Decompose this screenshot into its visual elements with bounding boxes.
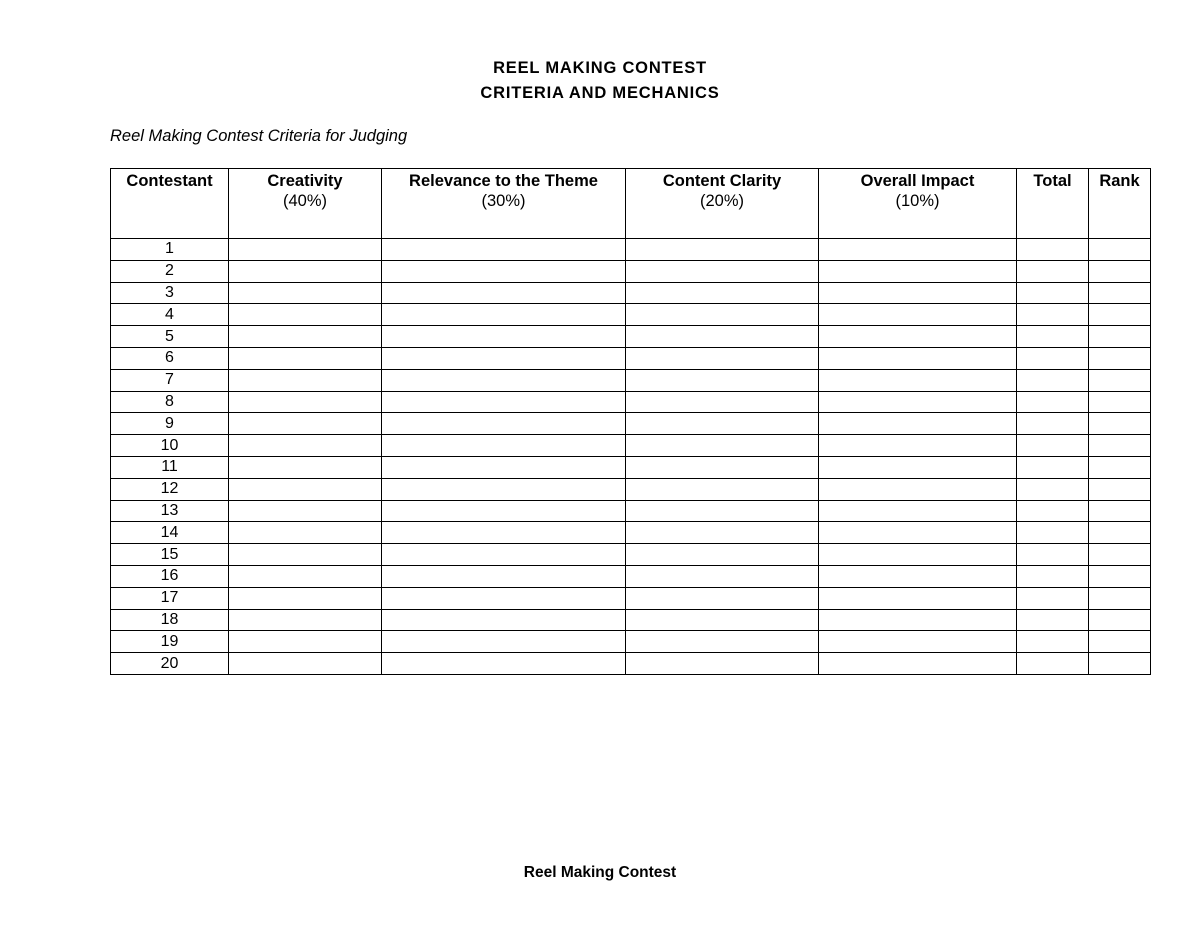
creativity-score-cell bbox=[229, 304, 382, 326]
rank-cell bbox=[1089, 347, 1151, 369]
total-score-cell bbox=[1017, 413, 1089, 435]
rank-cell bbox=[1089, 631, 1151, 653]
rank-cell bbox=[1089, 435, 1151, 457]
relevance-score-cell bbox=[382, 326, 626, 348]
total-score-cell bbox=[1017, 282, 1089, 304]
overall-impact-score-cell bbox=[819, 369, 1017, 391]
creativity-score-cell bbox=[229, 391, 382, 413]
total-score-cell bbox=[1017, 239, 1089, 261]
overall-impact-score-cell bbox=[819, 500, 1017, 522]
contestant-number: 6 bbox=[111, 347, 229, 369]
contestant-number: 12 bbox=[111, 478, 229, 500]
content-clarity-score-cell bbox=[626, 587, 819, 609]
contestant-number: 19 bbox=[111, 631, 229, 653]
contestant-number: 17 bbox=[111, 587, 229, 609]
creativity-score-cell bbox=[229, 413, 382, 435]
rank-cell bbox=[1089, 413, 1151, 435]
total-score-cell bbox=[1017, 609, 1089, 631]
content-clarity-score-cell bbox=[626, 239, 819, 261]
header-weight: (10%) bbox=[895, 192, 940, 210]
relevance-score-cell bbox=[382, 369, 626, 391]
table-row bbox=[111, 260, 1151, 282]
header-weight: (30%) bbox=[481, 192, 526, 210]
header-overall-impact bbox=[819, 169, 1017, 239]
overall-impact-score-cell bbox=[819, 587, 1017, 609]
relevance-score-cell bbox=[382, 391, 626, 413]
creativity-score-cell bbox=[229, 239, 382, 261]
header-label: Overall Impact bbox=[860, 172, 975, 190]
contestant-number: 5 bbox=[111, 326, 229, 348]
creativity-score-cell bbox=[229, 544, 382, 566]
overall-impact-score-cell bbox=[819, 631, 1017, 653]
total-score-cell bbox=[1017, 544, 1089, 566]
overall-impact-score-cell bbox=[819, 282, 1017, 304]
contestant-number: 15 bbox=[111, 544, 229, 566]
total-score-cell bbox=[1017, 478, 1089, 500]
rank-cell bbox=[1089, 478, 1151, 500]
content-clarity-score-cell bbox=[626, 347, 819, 369]
creativity-score-cell bbox=[229, 565, 382, 587]
content-clarity-score-cell bbox=[626, 544, 819, 566]
contestant-number: 2 bbox=[111, 260, 229, 282]
total-score-cell bbox=[1017, 587, 1089, 609]
header-weight: (20%) bbox=[699, 192, 744, 210]
table-row bbox=[111, 326, 1151, 348]
contestant-number: 8 bbox=[111, 391, 229, 413]
table-row bbox=[111, 653, 1151, 675]
content-clarity-score-cell bbox=[626, 391, 819, 413]
creativity-score-cell bbox=[229, 260, 382, 282]
total-score-cell bbox=[1017, 500, 1089, 522]
total-score-cell bbox=[1017, 369, 1089, 391]
total-score-cell bbox=[1017, 522, 1089, 544]
content-clarity-score-cell bbox=[626, 653, 819, 675]
content-clarity-score-cell bbox=[626, 631, 819, 653]
relevance-score-cell bbox=[382, 544, 626, 566]
table-header-row bbox=[111, 169, 1151, 239]
content-clarity-score-cell bbox=[626, 609, 819, 631]
creativity-score-cell bbox=[229, 456, 382, 478]
rank-cell bbox=[1089, 326, 1151, 348]
rank-cell bbox=[1089, 391, 1151, 413]
table-row bbox=[111, 587, 1151, 609]
rank-cell bbox=[1089, 282, 1151, 304]
contestant-number: 10 bbox=[111, 435, 229, 457]
header-total bbox=[1017, 169, 1089, 239]
header-label: Content Clarity bbox=[662, 172, 782, 190]
relevance-score-cell bbox=[382, 478, 626, 500]
rank-cell bbox=[1089, 239, 1151, 261]
overall-impact-score-cell bbox=[819, 456, 1017, 478]
relevance-score-cell bbox=[382, 500, 626, 522]
table-row bbox=[111, 609, 1151, 631]
rank-cell bbox=[1089, 565, 1151, 587]
header-relevance bbox=[382, 169, 626, 239]
contestant-number: 11 bbox=[111, 456, 229, 478]
contestant-number: 1 bbox=[111, 239, 229, 261]
relevance-score-cell bbox=[382, 304, 626, 326]
header-label: Rank bbox=[1099, 172, 1140, 190]
content-clarity-score-cell bbox=[626, 500, 819, 522]
total-score-cell bbox=[1017, 565, 1089, 587]
relevance-score-cell bbox=[382, 587, 626, 609]
relevance-score-cell bbox=[382, 565, 626, 587]
content-clarity-score-cell bbox=[626, 478, 819, 500]
overall-impact-score-cell bbox=[819, 304, 1017, 326]
document-title-line-1: REEL MAKING CONTEST bbox=[493, 59, 707, 77]
table-row bbox=[111, 500, 1151, 522]
creativity-score-cell bbox=[229, 522, 382, 544]
header-label: Total bbox=[1033, 172, 1072, 190]
rank-cell bbox=[1089, 609, 1151, 631]
section-subtitle: Reel Making Contest Criteria for Judging bbox=[110, 127, 408, 145]
table-row bbox=[111, 304, 1151, 326]
creativity-score-cell bbox=[229, 587, 382, 609]
contestant-number: 4 bbox=[111, 304, 229, 326]
table-row bbox=[111, 631, 1151, 653]
creativity-score-cell bbox=[229, 326, 382, 348]
header-creativity bbox=[229, 169, 382, 239]
header-label: Creativity bbox=[267, 172, 343, 190]
total-score-cell bbox=[1017, 631, 1089, 653]
overall-impact-score-cell bbox=[819, 544, 1017, 566]
header-weight: (40%) bbox=[282, 192, 327, 210]
page-footer: Reel Making Contest bbox=[523, 864, 677, 881]
creativity-score-cell bbox=[229, 347, 382, 369]
creativity-score-cell bbox=[229, 609, 382, 631]
rank-cell bbox=[1089, 653, 1151, 675]
rank-cell bbox=[1089, 369, 1151, 391]
table-row bbox=[111, 369, 1151, 391]
contestant-number: 13 bbox=[111, 500, 229, 522]
table-row bbox=[111, 413, 1151, 435]
creativity-score-cell bbox=[229, 653, 382, 675]
total-score-cell bbox=[1017, 456, 1089, 478]
creativity-score-cell bbox=[229, 500, 382, 522]
total-score-cell bbox=[1017, 260, 1089, 282]
creativity-score-cell bbox=[229, 369, 382, 391]
relevance-score-cell bbox=[382, 282, 626, 304]
overall-impact-score-cell bbox=[819, 565, 1017, 587]
table-body bbox=[111, 239, 1151, 675]
overall-impact-score-cell bbox=[819, 609, 1017, 631]
total-score-cell bbox=[1017, 391, 1089, 413]
content-clarity-score-cell bbox=[626, 435, 819, 457]
content-clarity-score-cell bbox=[626, 413, 819, 435]
creativity-score-cell bbox=[229, 478, 382, 500]
relevance-score-cell bbox=[382, 609, 626, 631]
table-row bbox=[111, 282, 1151, 304]
document-title-line-2: CRITERIA AND MECHANICS bbox=[480, 84, 720, 102]
overall-impact-score-cell bbox=[819, 435, 1017, 457]
table-row bbox=[111, 239, 1151, 261]
relevance-score-cell bbox=[382, 522, 626, 544]
header-content-clarity bbox=[626, 169, 819, 239]
relevance-score-cell bbox=[382, 631, 626, 653]
contestant-number: 9 bbox=[111, 413, 229, 435]
overall-impact-score-cell bbox=[819, 478, 1017, 500]
creativity-score-cell bbox=[229, 631, 382, 653]
table-row bbox=[111, 391, 1151, 413]
relevance-score-cell bbox=[382, 653, 626, 675]
relevance-score-cell bbox=[382, 260, 626, 282]
content-clarity-score-cell bbox=[626, 282, 819, 304]
table-row bbox=[111, 522, 1151, 544]
contestant-number: 16 bbox=[111, 565, 229, 587]
relevance-score-cell bbox=[382, 435, 626, 457]
contestant-number: 18 bbox=[111, 609, 229, 631]
relevance-score-cell bbox=[382, 347, 626, 369]
total-score-cell bbox=[1017, 653, 1089, 675]
total-score-cell bbox=[1017, 435, 1089, 457]
contestant-number: 14 bbox=[111, 522, 229, 544]
header-label: Relevance to the Theme bbox=[409, 172, 598, 190]
table-row bbox=[111, 435, 1151, 457]
creativity-score-cell bbox=[229, 435, 382, 457]
overall-impact-score-cell bbox=[819, 522, 1017, 544]
header-contestant bbox=[111, 169, 229, 239]
total-score-cell bbox=[1017, 347, 1089, 369]
contestant-number: 7 bbox=[111, 369, 229, 391]
total-score-cell bbox=[1017, 326, 1089, 348]
contestant-number: 3 bbox=[111, 282, 229, 304]
rank-cell bbox=[1089, 522, 1151, 544]
contestant-number: 20 bbox=[111, 653, 229, 675]
content-clarity-score-cell bbox=[626, 369, 819, 391]
header-label: Contestant bbox=[126, 172, 213, 190]
table-row bbox=[111, 478, 1151, 500]
table-row bbox=[111, 544, 1151, 566]
content-clarity-score-cell bbox=[626, 260, 819, 282]
overall-impact-score-cell bbox=[819, 653, 1017, 675]
overall-impact-score-cell bbox=[819, 413, 1017, 435]
total-score-cell bbox=[1017, 304, 1089, 326]
rank-cell bbox=[1089, 587, 1151, 609]
rank-cell bbox=[1089, 500, 1151, 522]
rank-cell bbox=[1089, 456, 1151, 478]
table-row bbox=[111, 347, 1151, 369]
content-clarity-score-cell bbox=[626, 326, 819, 348]
relevance-score-cell bbox=[382, 239, 626, 261]
overall-impact-score-cell bbox=[819, 260, 1017, 282]
header-rank bbox=[1089, 169, 1151, 239]
overall-impact-score-cell bbox=[819, 326, 1017, 348]
overall-impact-score-cell bbox=[819, 347, 1017, 369]
rank-cell bbox=[1089, 304, 1151, 326]
content-clarity-score-cell bbox=[626, 304, 819, 326]
rank-cell bbox=[1089, 544, 1151, 566]
content-clarity-score-cell bbox=[626, 565, 819, 587]
content-clarity-score-cell bbox=[626, 456, 819, 478]
overall-impact-score-cell bbox=[819, 391, 1017, 413]
relevance-score-cell bbox=[382, 456, 626, 478]
content-clarity-score-cell bbox=[626, 522, 819, 544]
overall-impact-score-cell bbox=[819, 239, 1017, 261]
table-row bbox=[111, 456, 1151, 478]
creativity-score-cell bbox=[229, 282, 382, 304]
relevance-score-cell bbox=[382, 413, 626, 435]
rank-cell bbox=[1089, 260, 1151, 282]
table-row bbox=[111, 565, 1151, 587]
judging-criteria-table bbox=[110, 168, 1151, 675]
